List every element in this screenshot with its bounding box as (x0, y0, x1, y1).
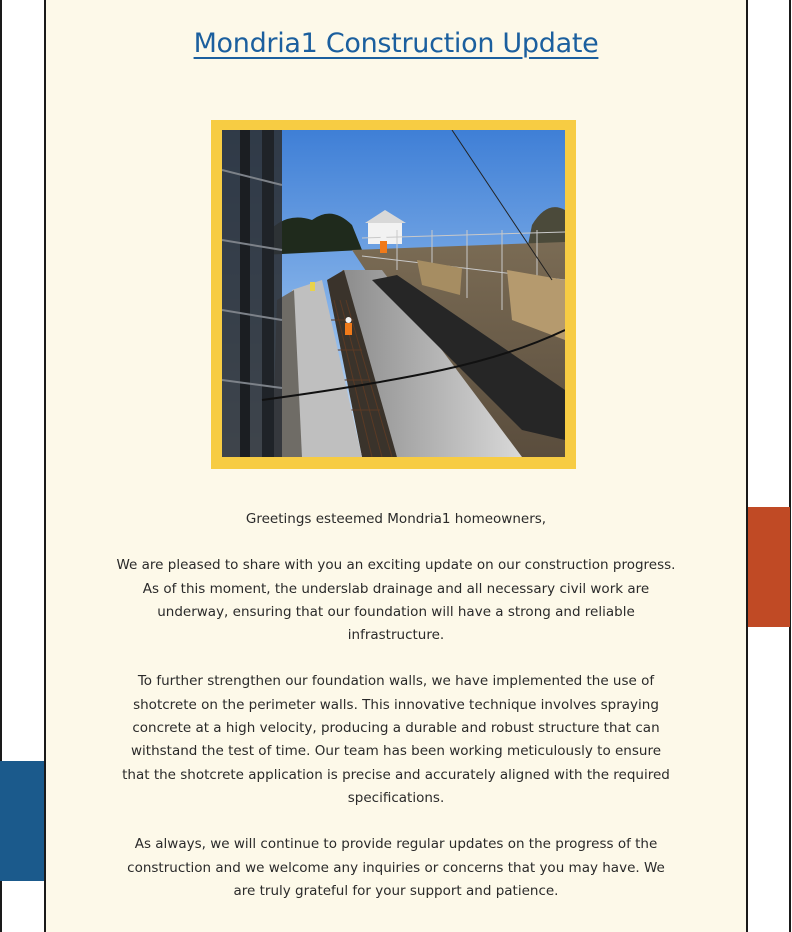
drainage-update-paragraph: We are pleased to share with you an exciting update on our construction progress. As of this moment, the underslab drainage and all necessary civil work are underway, ensuring that our foundation will have a strong and reliable infrastructure. (116, 557, 676, 644)
newsletter-title-link[interactable] (46, 28, 746, 59)
photo-frame (211, 120, 576, 469)
red-accent-block (748, 507, 790, 627)
newsletter-title[interactable]: Mondria1 Construction Update (193, 28, 599, 59)
closing-paragraph: As always, we will continue to provide regular updates on the progress of the construction and we welcome any inquiries or concerns that you may have. We are truly grateful for your support and patience. (127, 836, 665, 899)
newsletter-body (116, 508, 676, 926)
greeting-paragraph: Greetings esteemed Mondria1 homeowners, (245, 511, 547, 527)
right-border-line (789, 0, 791, 932)
construction-site-photo (222, 130, 565, 457)
newsletter-card (44, 0, 748, 932)
shotcrete-update-paragraph: To further strengthen our foundation walls, we have implemented the use of shotcrete on the perimeter walls. This innovative technique involves spraying concrete at a high velocity, producing a durable and robust structure that can withstand the test of time. Our team has been working meticulously to ensure that the shotcrete application is precise and accurately aligned with the required specifications. (122, 673, 670, 806)
blue-accent-block (0, 761, 45, 881)
